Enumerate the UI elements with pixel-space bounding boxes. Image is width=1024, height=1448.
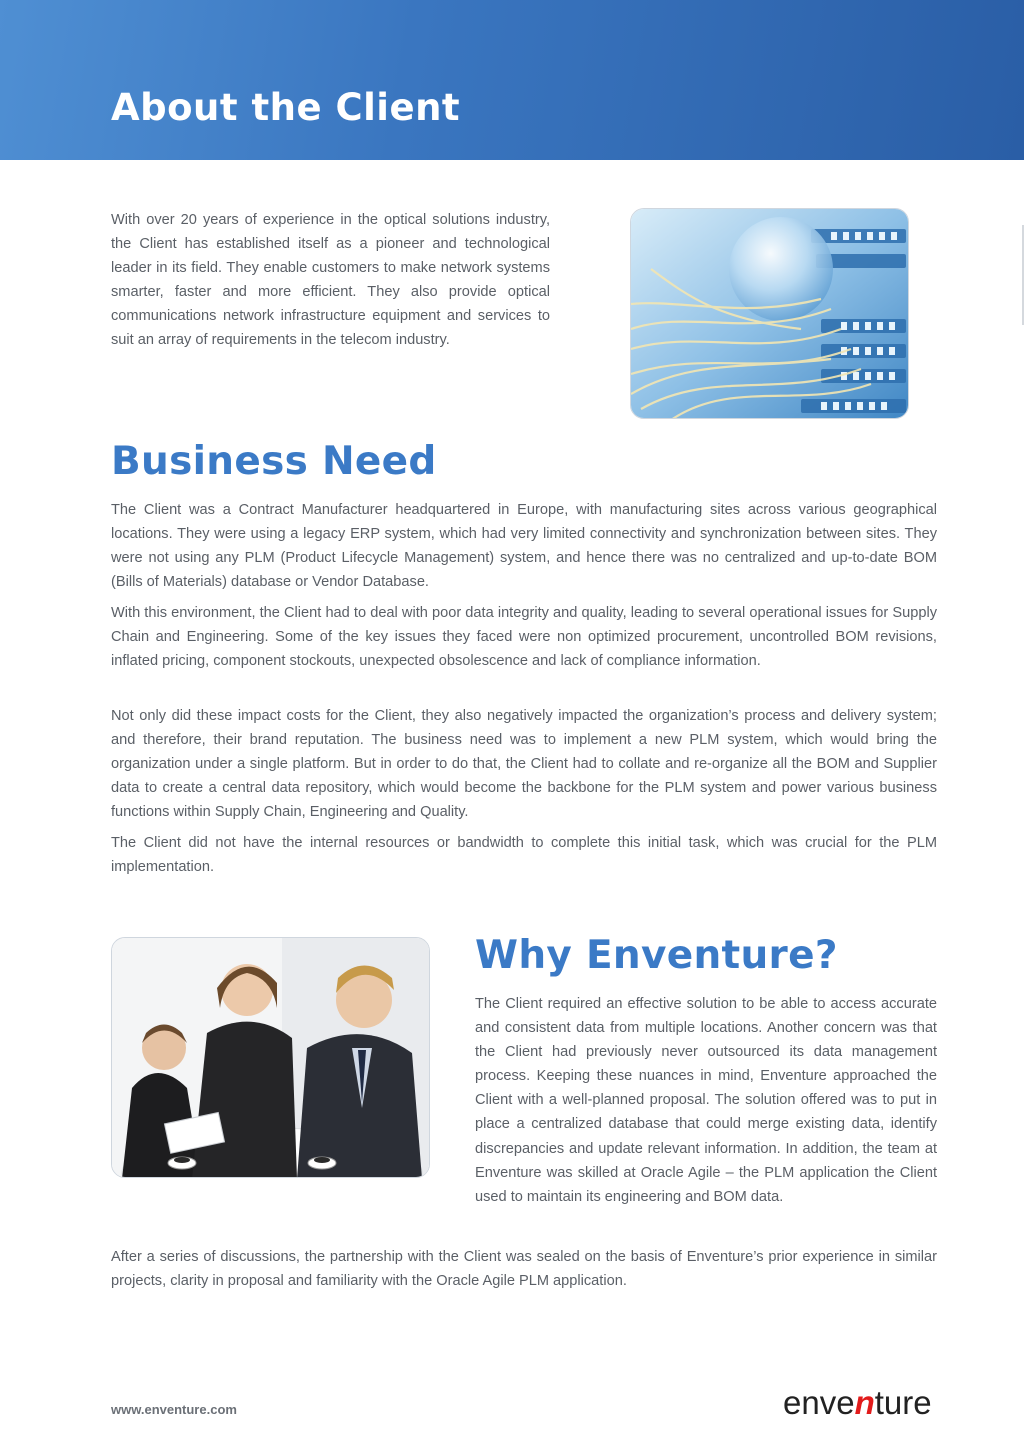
about-paragraph: With over 20 years of experience in the optical solutions industry, the Client has established itself as a pioneer and technological leader in its field. They enable customers to make network systems smarter, faster and more efficient. They also provide optical communications network infrastructure equipment and services to suit an array of requirements in the telecom industry. (111, 212, 550, 349)
page-title: About the Client (111, 86, 461, 129)
website-url: www.enventure.com (111, 1402, 237, 1417)
logo-text-suffix: ture (874, 1384, 932, 1421)
business-need-heading: Business Need (111, 439, 437, 484)
why-enventure-heading: Why Enventure? (475, 933, 838, 978)
enventure-logo (783, 1386, 932, 1419)
logo-text-prefix: enve (783, 1384, 855, 1421)
business-need-paragraph-2: With this environment, the Client had to deal with poor data integrity and quality, leading to several operational issues for Supply Chain and Engineering. Some of the key issues they faced were non optimized procurement, uncontrolled BOM revisions, inflated pricing, component stockouts, unexpected obsolescence and lack of compliance information. (111, 605, 937, 670)
closing-paragraph: After a series of discussions, the partnership with the Client was sealed on the basis of Enventure’s prior experience in similar projects, clarity in proposal and familiarity with the Oracle Agile PLM application. (111, 1249, 937, 1290)
business-need-paragraph-1: The Client was a Contract Manufacturer headquartered in Europe, with manufacturing sites across various geographical locations. They were using a legacy ERP system, which had very limited connectivity and synchronization between sites. They were not using any PLM (Product Lifecycle Management) system, and hence there was no centralized and up-to-date BOM (Bills of Materials) database or Vendor Database. (111, 502, 937, 591)
business-meeting-image (111, 937, 430, 1178)
why-enventure-paragraph: The Client required an effective solution to be able to access accurate and consistent data from multiple locations. Another concern was that the Client had previously never outsourced its data management process. Keeping these nuances in mind, Enventure approached the Client with a well-planned proposal. The solution offered was to put in place a centralized database that could merge existing data, identify discrepancies and update relevant information. In addition, the team at Enventure was skilled at Oracle Agile – the PLM application the Client used to maintain its engineering and BOM data. (475, 996, 937, 1205)
fiber-network-image (630, 208, 909, 419)
business-need-paragraph-3: Not only did these impact costs for the Client, they also negatively impacted the organization’s process and delivery system; and therefore, their brand reputation. The business need was to implement a new PLM system, which would bring the organization under a single platform. But in order to do that, the Client had to collate and re-organize all the BOM and Supplier data to create a central data repository, which would become the backbone for the PLM system and power various business functions within Supply Chain, Engineering and Quality. (111, 708, 937, 821)
header-banner (0, 0, 1024, 160)
logo-text-accent: n (854, 1384, 875, 1421)
business-need-paragraph-4: The Client did not have the internal resources or bandwidth to complete this initial task, which was crucial for the PLM implementation. (111, 835, 937, 876)
